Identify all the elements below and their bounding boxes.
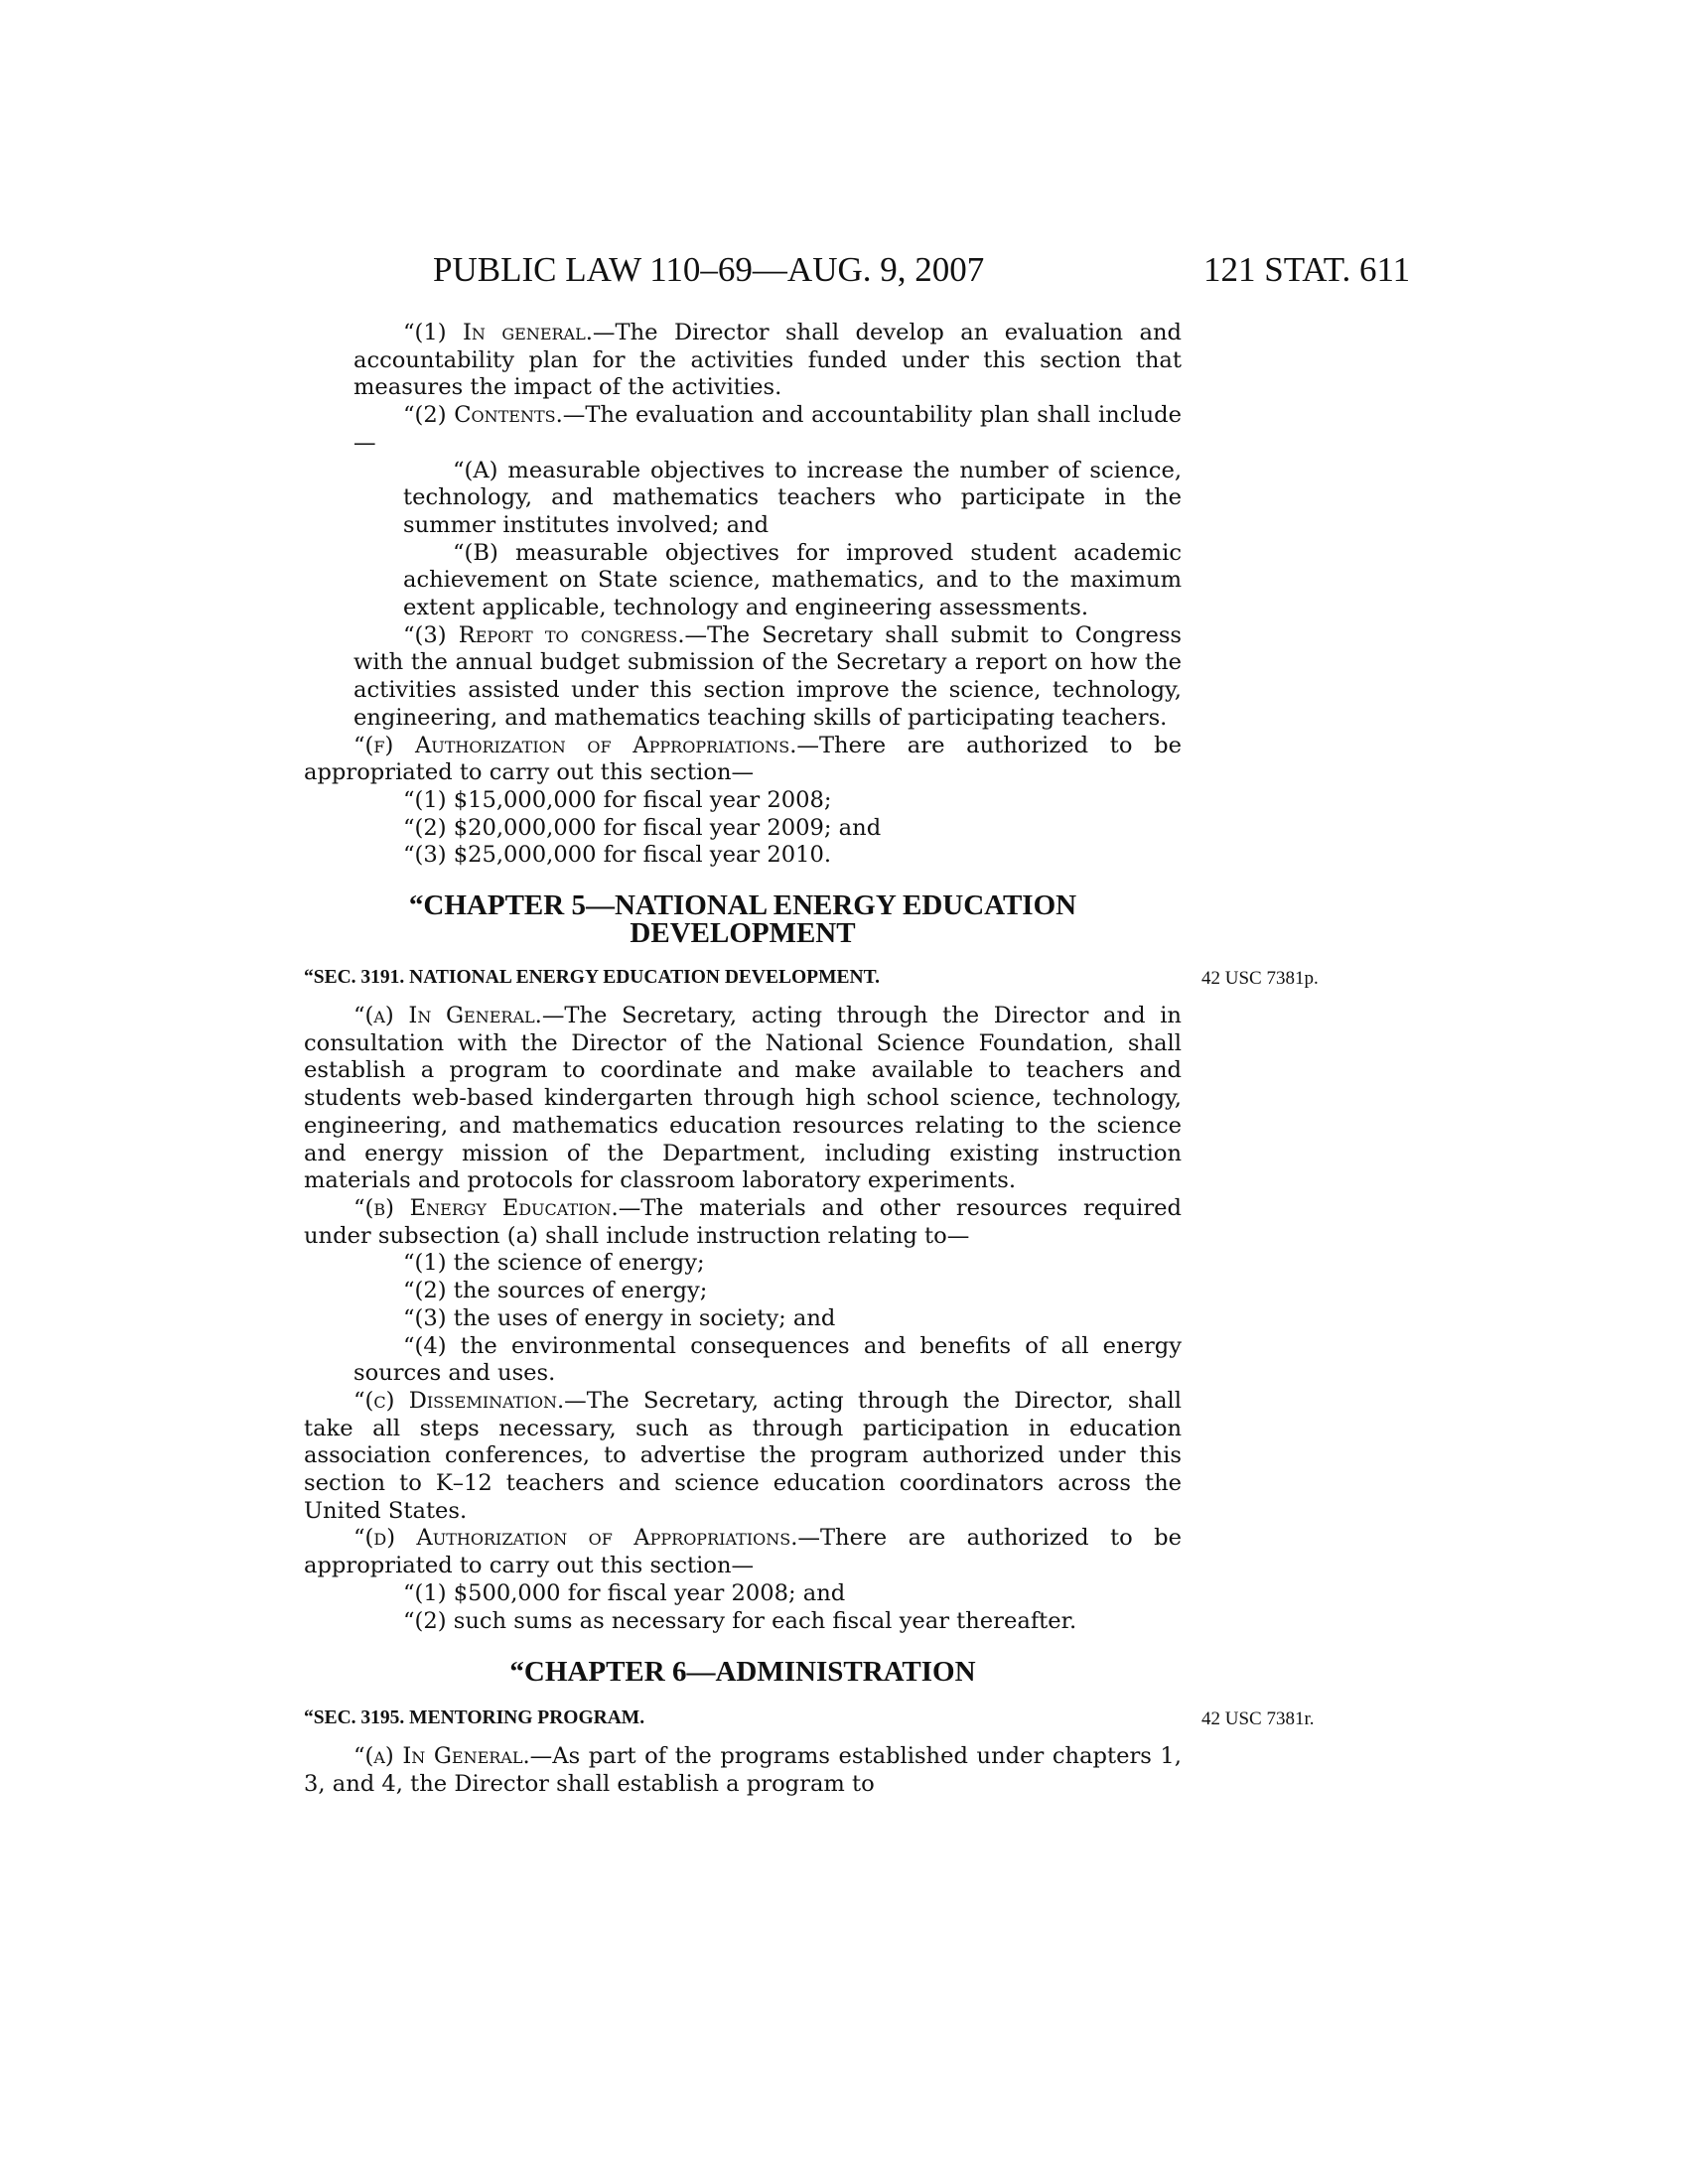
margin-citation: 42 USC 7381r. [1201,1708,1315,1730]
paragraph-3191-d1: “(1) $500,000 for fiscal year 2008; and [403,1579,846,1606]
paragraph-heading: “(a) In General. [353,1743,530,1770]
paragraph-heading: “(c) Dissemination. [353,1387,565,1414]
paragraph-heading: “(a) In General. [353,1003,542,1029]
paragraph-3191-d2: “(2) such sums as necessary for each fiscal year thereafter. [403,1607,1077,1634]
paragraph-3191-b [304,1195,1182,1250]
paragraph-text: —The Director shall develop an evaluation and accountability plan for the activities funded under this section that measures the impact of the activities. [353,320,1182,401]
paragraph-3191-b1: “(1) the science of energy; [403,1250,705,1277]
paragraph-e2-A: “(A) measurable objectives to increase the number of science, technology, and mathematics teachers who participate in the summer institutes involved; and [403,457,1182,538]
section-heading-text: “SEC. 3195. MENTORING PROGRAM. [304,1707,645,1729]
paragraph-f3: “(3) $25,000,000 for fiscal year 2010. [403,842,832,869]
paragraph-text: —As part of the programs established under chapters 1, 3, and 4, the Director shall establish a program to [304,1743,1182,1797]
paragraph-heading: “(d) Authorization of Appropriations. [353,1525,798,1552]
paragraph-3191-b3: “(3) the uses of energy in society; and [403,1304,836,1331]
paragraph-text: —There are authorized to be appropriated to carry out this section— [304,1525,1182,1579]
paragraph-3191-d [304,1525,1182,1579]
section-heading-text: “SEC. 3191. NATIONAL ENERGY EDUCATION DEVELOPMENT. [304,967,881,989]
paragraph-f [304,733,1182,787]
paragraph-text: —There are authorized to be appropriated to carry out this section— [304,732,1182,786]
paragraph-e3 [304,622,1182,733]
paragraph-3195-a [304,1743,1182,1798]
paragraph-3191-a [304,1003,1182,1195]
paragraph-heading: “(2) Contents. [403,402,563,429]
document-body [304,320,1319,1799]
paragraph-3191-c [304,1388,1182,1526]
section-3191-heading [304,967,1319,990]
running-header-page-number: 121 STAT. 611 [1203,250,1411,289]
running-header-title: PUBLIC LAW 110–69—AUG. 9, 2007 [433,250,985,289]
chapter-5-heading [304,889,1182,950]
paragraph-3191-b4: “(4) the environmental consequences and benefits of all energy sources and uses. [353,1332,1182,1387]
paragraph-f2: “(2) $20,000,000 for fiscal year 2009; and [403,814,882,841]
paragraph-heading: “(f) Authorization of Appropriations. [353,732,797,758]
paragraph-e2-B: “(B) measurable objectives for improved student academic achievement on State science, mathematics, and to the maximum extent applicable, technology and engineering assessments. [403,539,1182,621]
chapter-6-heading: “CHAPTER 6—ADMINISTRATION [509,1656,976,1689]
paragraph-heading: “(1) In general. [403,320,593,345]
section-3195-heading [304,1707,1315,1730]
margin-citation: 42 USC 7381p. [1201,968,1319,990]
paragraph-text: —The Secretary shall submit to Congress with the annual budget submission of the Secretary a report on how the activities assisted under this section improve the science, technology, engineering, and mathematics teaching skills of participating teachers. [353,621,1183,731]
paragraph-text: —The Secretary, acting through the Director and in consultation with the Director of the National Science Foundation, shall establish a program to coordinate and make available to teachers and students web-based kindergarten through high school science, technology, engineering, and mathematics education resources relating to the science and energy mission of the Department, including existing instruction materials and protocols for classroom laboratory experiments. [304,1003,1182,1194]
paragraph-text: —The materials and other resources required under subsection (a) shall include instruction relating to— [304,1194,1182,1249]
paragraph-e1 [304,320,1182,402]
paragraph-3191-b2: “(2) the sources of energy; [403,1278,708,1304]
chapter-5-heading-line1: “CHAPTER 5—NATIONAL ENERGY EDUCATION [408,889,1077,922]
paragraph-text: —The evaluation and accountability plan shall include— [353,402,1182,456]
paragraph-heading: “(b) Energy Education. [353,1194,619,1221]
paragraph-heading: “(3) Report to congress. [403,621,685,648]
chapter-5-heading-line2: DEVELOPMENT [630,917,856,950]
paragraph-text: —The Secretary, acting through the Director, shall take all steps necessary, such as through participation in education association conferences, to advertise the program authorized under this section to K–12 teachers and science education coordinators across the United States. [304,1387,1182,1524]
paragraph-e2 [304,402,1182,457]
paragraph-f1: “(1) $15,000,000 for fiscal year 2008; [403,786,832,813]
